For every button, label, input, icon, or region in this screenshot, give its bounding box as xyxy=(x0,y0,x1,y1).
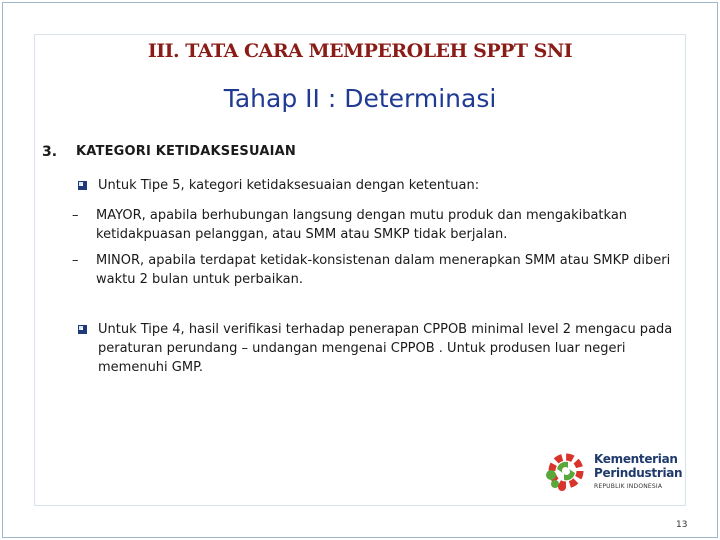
logo-line-1: Kementerian xyxy=(594,452,678,466)
bullet-item-tipe4 xyxy=(78,320,678,377)
square-bullet-icon xyxy=(78,181,87,190)
logo-line-2: Perindustrian xyxy=(594,466,683,480)
dash-item-minor xyxy=(72,251,688,289)
bullet-text: Untuk Tipe 4, hasil verifikasi terhadap penerapan CPPOB minimal level 2 mengacu pada peraturan perundang – undangan mengenai CPPOB . Untuk produsen luar negeri memenuhi GMP. xyxy=(98,322,673,375)
slide-subtitle: Tahap II : Determinasi xyxy=(223,84,497,113)
bullet-item-tipe5 xyxy=(78,176,678,195)
dash-text: MINOR, apabila terdapat ketidak-konsistenan dalam menerapkan SMM atau SMKP diberi waktu 2 bulan untuk perbaikan. xyxy=(96,253,671,287)
dash-item-mayor xyxy=(72,206,688,244)
bullet-text: Untuk Tipe 5, kategori ketidaksesuaian dengan ketentuan: xyxy=(98,178,480,193)
logo-line-3: REPUBLIK INDONESIA xyxy=(594,483,663,490)
dash-marker: – xyxy=(72,253,79,268)
section-number: 3. xyxy=(42,144,58,160)
dash-text: MAYOR, apabila berhubungan langsung dengan mutu produk dan mengakibatkan ketidakpuasan pelanggan, atau SMM atau SMKP tidak berjalan. xyxy=(96,208,628,242)
dash-marker: – xyxy=(72,208,79,223)
section-heading: KATEGORI KETIDAKSESUAIAN xyxy=(76,144,296,159)
page-number: 13 xyxy=(676,520,688,530)
square-bullet-icon xyxy=(78,325,87,334)
slide-title: III. TATA CARA MEMPEROLEH SPPT SNI xyxy=(147,40,573,62)
